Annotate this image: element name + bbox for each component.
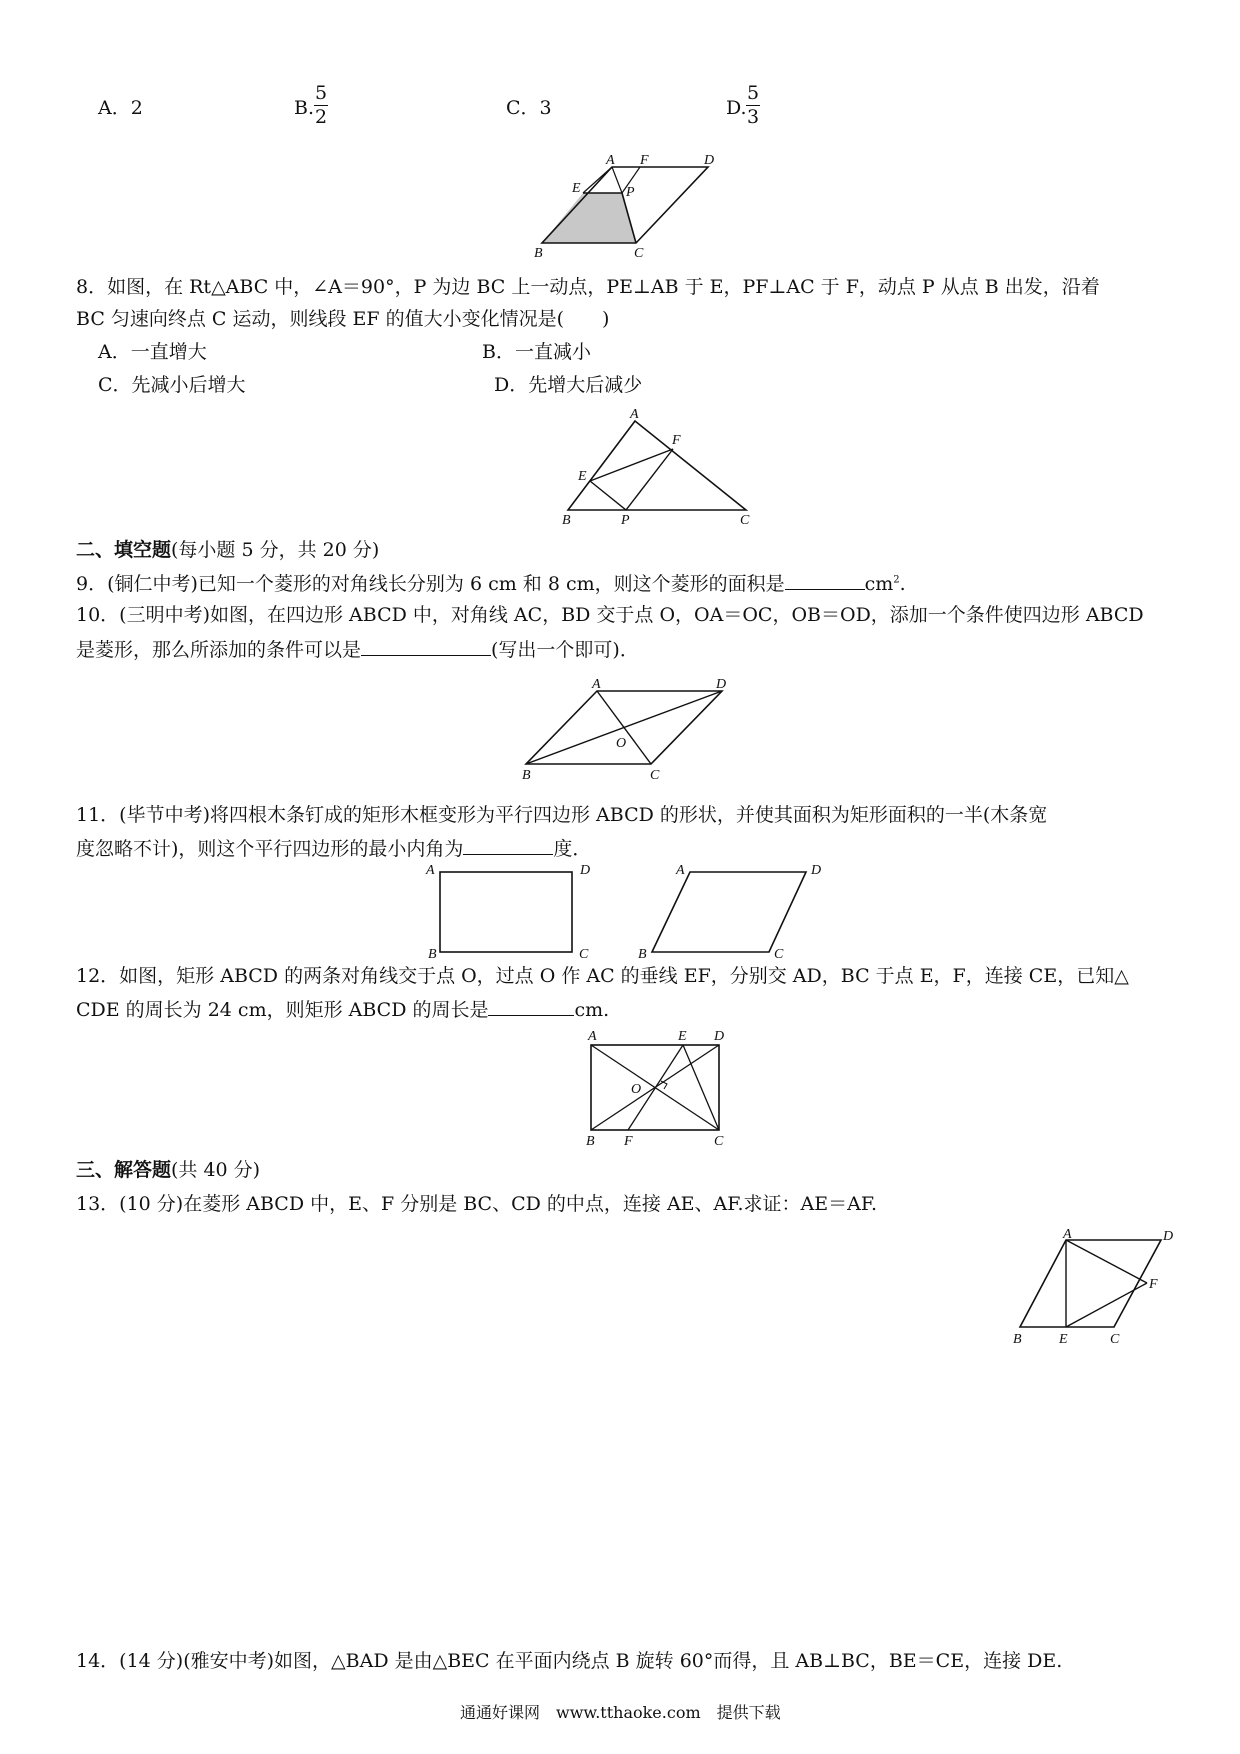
q11-para-label-b: B — [638, 947, 647, 962]
q12-line2-start: CDE 的周长为 24 cm，则矩形 ABCD 的周长是 — [76, 999, 489, 1021]
q12-line2-end: cm. — [574, 999, 610, 1021]
q11-line2-start: 度忽略不计)，则这个平行四边形的最小内角为 — [76, 838, 464, 860]
q10-label-o: O — [616, 736, 627, 751]
q7-label-a: A — [606, 153, 615, 168]
q7-d-denominator: 3 — [747, 106, 760, 128]
q8-label-p: P — [621, 513, 630, 528]
q13-label-c: C — [1110, 1332, 1120, 1347]
q13-label-a: A — [1063, 1227, 1072, 1242]
q8-label-b: B — [562, 513, 571, 528]
q10-label-c: C — [650, 768, 660, 783]
q13-label-f: F — [1149, 1277, 1158, 1292]
q8-option-c: C．先减小后增大 — [98, 374, 246, 396]
q8-label-f: F — [672, 433, 681, 448]
q10-line2-start: 是菱形，那么所添加的条件可以是 — [76, 639, 362, 661]
q12-label-o: O — [631, 1082, 642, 1097]
q8-option-d: D．先增大后减少 — [494, 374, 643, 396]
q7-option-a: A．2 — [98, 97, 143, 119]
page-footer: 通通好课网 www.tthaoke.com 提供下载 — [460, 1703, 781, 1722]
q8-option-a: A．一直增大 — [98, 341, 207, 363]
q11-rect-label-c: C — [579, 947, 589, 962]
q11-line1: 11．(毕节中考)将四根木条钉成的矩形木框变形为平行四边形 ABCD 的形状，并使其面积为矩形面积的一半(木条宽 — [76, 804, 1048, 826]
q9-unit: cm — [864, 573, 894, 595]
q7-label-f: F — [640, 153, 649, 168]
q14-text: 14．(14 分)(雅安中考)如图，△BAD 是由△BEC 在平面内绕点 B 旋转 60°而得，且 AB⊥BC，BE＝CE，连接 DE. — [76, 1650, 1063, 1672]
q8-line1: 8．如图，在 Rt△ABC 中，∠A＝90°，P 为边 BC 上一动点，PE⊥AB 于 E，PF⊥AC 于 F，动点 P 从点 B 出发，沿着 — [76, 276, 1100, 298]
q11-para-label-a: A — [676, 863, 685, 878]
q9-unit-sup: 2 — [893, 574, 900, 586]
q7-b-numerator: 5 — [315, 82, 328, 104]
q8-label-c: C — [740, 513, 750, 528]
q11-rect-label-d: D — [580, 863, 591, 878]
q12-label-a: A — [588, 1029, 597, 1044]
q7-option-d-prefix: D. — [726, 97, 747, 119]
q10-label-d: D — [716, 677, 727, 692]
q10-label-b: B — [522, 768, 531, 783]
q11-para-label-c: C — [774, 947, 784, 962]
q12-line1: 12．如图，矩形 ABCD 的两条对角线交于点 O，过点 O 作 AC 的垂线 EF，分别交 AD，BC 于点 E，F，连接 CE，已知△ — [76, 965, 1129, 987]
q12-label-c: C — [714, 1134, 724, 1149]
q10-line2-end: (写出一个即可)． — [491, 639, 639, 661]
q11-rect-label-a: A — [426, 863, 435, 878]
q8-label-e: E — [578, 469, 587, 484]
q8-option-b: B．一直减小 — [482, 341, 591, 363]
q13-line-ef — [1066, 1283, 1147, 1327]
q13-text: 13．(10 分)在菱形 ABCD 中，E、F 分别是 BC、CD 的中点，连接 AE、AF.求证：AE＝AF. — [76, 1193, 878, 1215]
q8-line2: BC 匀速向终点 C 运动，则线段 EF 的值大小变化情况是( ) — [76, 308, 610, 330]
section3-note: (共 40 分) — [171, 1159, 261, 1181]
q11-rect-label-b: B — [428, 947, 437, 962]
q10-line1: 10．(三明中考)如图，在四边形 ABCD 中，对角线 AC，BD 交于点 O，OA＝OC，OB＝OD，添加一个条件使四边形 ABCD — [76, 604, 1144, 626]
q7-option-c: C．3 — [506, 97, 552, 119]
q12-label-d: D — [714, 1029, 725, 1044]
q12-label-e: E — [678, 1029, 687, 1044]
q9-text: 9．(铜仁中考)已知一个菱形的对角线长分别为 6 cm 和 8 cm，则这个菱形的面积是 — [76, 573, 785, 595]
q7-label-e: E — [572, 181, 581, 196]
section2-note: (每小题 5 分，共 20 分) — [171, 539, 380, 561]
q8-label-a: A — [630, 407, 639, 422]
q13-label-b: B — [1013, 1332, 1022, 1347]
q7-option-b-prefix: B. — [294, 97, 315, 119]
q7-label-b: B — [534, 246, 543, 261]
q12-label-f: F — [624, 1134, 633, 1149]
section3-heading: 三、解答题 — [76, 1159, 172, 1181]
section2-heading: 二、填空题 — [76, 539, 172, 561]
q9-end: . — [899, 573, 906, 595]
q10-label-a: A — [592, 677, 601, 692]
q13-line-af — [1066, 1240, 1147, 1283]
q7-d-numerator: 5 — [747, 82, 760, 104]
q7-label-d: D — [704, 153, 715, 168]
q13-label-d: D — [1163, 1229, 1174, 1244]
q7-label-p: P — [626, 185, 635, 200]
q11-para-label-d: D — [811, 863, 822, 878]
q11-line2-end: 度． — [553, 838, 592, 860]
q7-label-c: C — [634, 246, 644, 261]
q13-label-e: E — [1059, 1332, 1068, 1347]
q7-b-denominator: 2 — [315, 106, 328, 128]
q12-label-b: B — [586, 1134, 595, 1149]
